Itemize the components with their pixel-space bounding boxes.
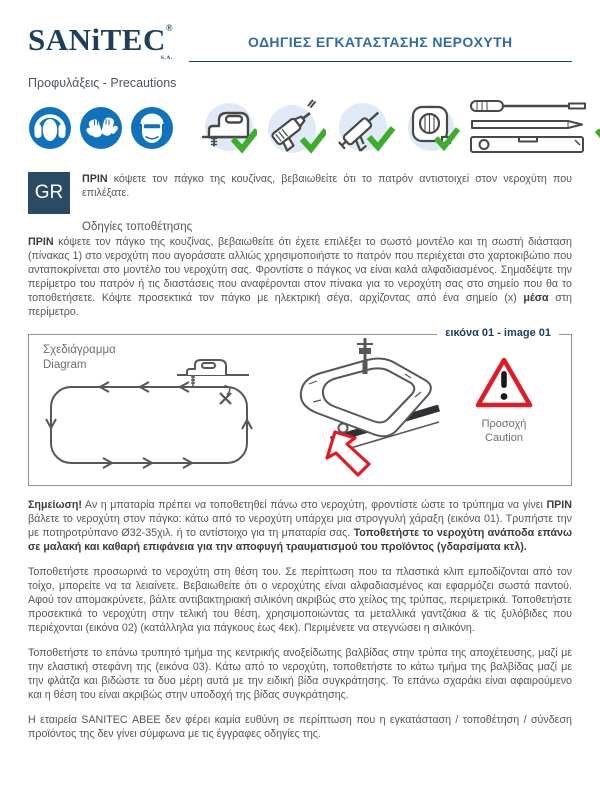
bold-text: Τοποθετήστε το νεροχύτη ανάποδα επάνω σε μαλακή και καθαρή επιφάνεια για την αποφυγή τραυματισμού του προϊόντος (γδαρσίματα κτλ). [28,527,572,553]
diagram-label-gr: Σχεδιάγραμμα [43,344,116,356]
red-arrow-icon [327,432,369,475]
install-heading: Οδηγίες τοποθέτησης [82,221,193,233]
ear-protection-icon [28,106,72,150]
precaution-icons-row [28,97,572,159]
header-title-area [189,24,572,62]
precautions-heading: Προφυλάξεις - Precautions [28,76,177,90]
face-shield-icon [130,106,174,150]
page-title: ΟΔΗΓΙΕΣ ΕΓΚΑΤΑΣΤΑΣΗΣ ΝΕΡΟΧΥΤΗ [248,34,513,50]
figure-tag: εικόνα 01 - image 01 [437,327,559,339]
paragraph-text: κόψετε τον πάγκο της κουζίνας, βεβαιωθείτε ότι το πατρόν αντιστοιχεί στον νεροχύτη που επιλέξατε. [82,173,572,199]
gr-language-block [28,172,572,214]
logo-sa-suffix: S.A. [160,54,173,61]
caution-sign [441,355,567,445]
warning-triangle-icon [473,355,535,411]
header [28,24,572,62]
sink-installation-illustration [279,336,444,484]
paragraph-text: Αν η μπαταρία πρέπει να τοποθετηθεί πάνω στο νεροχύτη, φροντίστε ώστε το τρύπημα να γίνει [81,499,547,511]
body-paragraph-2: Τοποθετήστε το επάνω τρυπητό τμήμα της κεντρικής ανοξείδωτης βαλβίδας στην τρύπα της αποχέτευσης, μαζί με την ελαστική στεφάνη της (εικόνα 03). Κάτω από το νεροχύτη, τοποθετήστε το κάτω τμήμα της βαλβίδας μαζί με την φλάτζα και βιδώστε τα δυο μέρη αυτά με την ειδική βίδα συγκράτησης. Το επάνω σχαράκι είναι αφαιρούμενο και η θέση του είναι ακριβώς στην υποδοχή της βίδας συγκράτησης. [28,647,572,701]
caulking-gun-icon [333,97,397,159]
gr-language-badge: GR [28,172,70,214]
install-paragraph [28,235,572,319]
brand-name: SANiTEC [28,22,166,57]
power-drill-icon [264,97,326,159]
protective-gloves-icon [79,106,123,150]
paragraph-text: στη περίμετρο. [28,292,572,318]
paragraph-text: βάλετε το νεροχύτη στον πάγκο: κάτω από το νεροχύτη υπάρχει μια στρογγυλή χάραξη (εικόνα 01). Τρυπήστε την με ποτηροτρύπανο Ø32-35χιλ. ή το αντίστοιχο για τη μπαταρία σας. [28,513,572,539]
bold-text: ΠΡΙΝ [82,173,108,185]
figure-01-box [28,327,572,486]
note-paragraph [28,498,572,554]
gr-intro-paragraph [82,172,572,214]
registered-mark: ® [165,23,173,33]
cutting-path-diagram [37,357,277,475]
green-check-icon [594,119,600,143]
jigsaw-icon [191,97,257,159]
tape-measure-icon [404,98,462,158]
sanitec-logo [28,22,173,61]
screwdriver-pencil-level-icons [469,99,589,157]
body-paragraph-1: Τοποθετήστε προσωρινά το νεροχύτη στη θέση του. Σε περίπτωση που τα πλαστικά κλιπ εμποδίζονται από τον τοίχο, μπορείτε να τα λειαίνετε. Βεβαιωθείτε ότι ο νεροχύτης είναι αλφαδιασμένος και εφαρμόζει σωστά παντού. Αφού τον απομακρύνετε, βάλτε αντιβακτηριακή σιλικόνη ακριβώς στο χείλος της τρύπας, περιμετρικά. Τοποθετήστε προσεκτικά το νεροχύτη στην τελική του θέση, χρησιμοποιώντας τα μεταλλικά γαντζάκια & τις ξυλόβιδες που περιέχονται (εικόνα 02) (κατάλληλα για πάγκους έως 4εκ). Περιμένετε να στεγνώσει η σιλικόνη. [28,566,572,634]
bold-text: μέσα [523,292,549,304]
caution-label-en: Caution [485,432,523,444]
bold-text: Σημείωση! [28,499,82,511]
bold-text: ΠΡΙΝ [28,236,54,248]
paragraph-text: κόψετε τον πάγκο της κουζίνας, βεβαιωθείτε ότι έχετε επιλέξει το σωστό μοντέλο και τη σωστή διάσταση (πίνακας 1) στο νεροχύτη που αγοράσατε αλλιώς χρησιμοποιήστε το πατρόν που περιέχεται στο χαρτοκιβώτιο που ανταποκρίνεται στο μοντέλο του νεροχύτη σας. Φροντίστε ο πάγκος να είναι καλά αλφαδιασμένος. Σημαδέψτε την περίμετρο του πατρόν ή τις διαστάσεις που αναφέρονται στον πίνακα για το νεροχύτη σας στο σημείο που θα το τοποθετήσετε. Κόψτε προσεκτικά τον πάγκο με ηλεκτρική σέγα, αρχίζοντας από ένα σημείο (x) [28,236,572,304]
bold-text: ΠΡΙΝ [546,499,572,511]
disclaimer-paragraph: Η εταιρεία SANITEC ΑΒΕΕ δεν φέρει καμία ευθύνη σε περίπτωση που η εγκατάσταση / τοποθέτηση / σύνδεση προϊόντος της δεν γίνει σύμφωνα με τις έγγραφες οδηγίες της. [28,714,572,740]
caution-label-gr: Προσοχή [481,418,527,430]
diagram-label-en: Diagram [43,359,87,371]
